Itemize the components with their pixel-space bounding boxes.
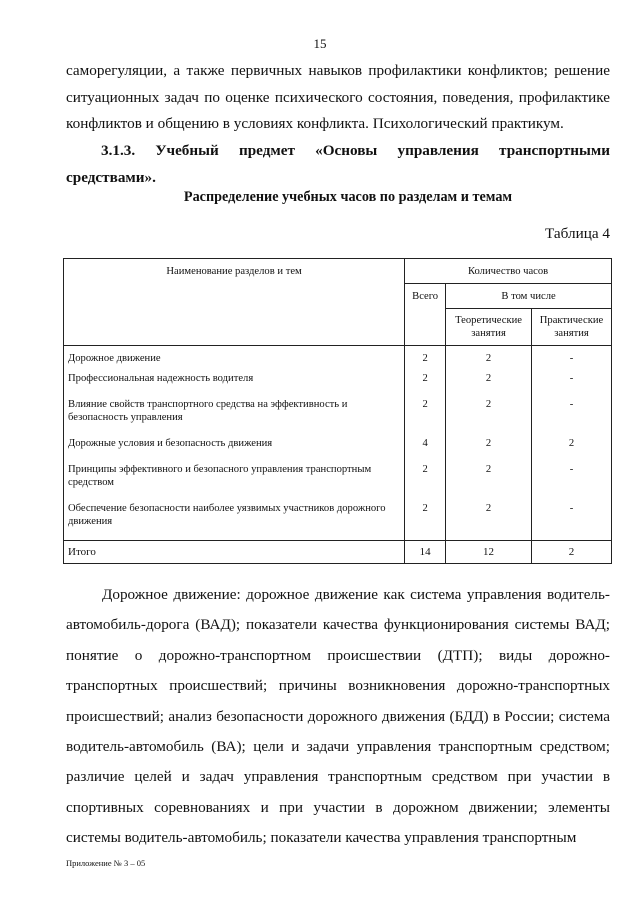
header-including: В том числе	[446, 284, 612, 309]
table-row	[64, 372, 612, 398]
table-row	[64, 346, 612, 372]
row-theory: 2	[446, 346, 532, 372]
row-total: 4	[405, 437, 446, 463]
section-word: предмет	[238, 142, 295, 159]
table-row	[64, 437, 612, 463]
body-paragraph: Дорожное движение: дорожное движение как система управления водитель-автомобиль-дорога (ВАД); показатели качества функционирования системы ВАД; понятие о дорожно-транспортном происшествии (ДТП); виды дорожно-транспортных происшествий; причины возникновения дорожно-транспортных происшествий; анализ безопасности дорожного движения (БДД) в России; система водитель-автомобиль (ВА); цели и задачи управления транспортным средством; различие целей и задач управления транспортным средством при участии в спортивных соревнованиях и при участии в дорожном движении; элементы системы водитель-автомобиль; показатели качества управления транспортным	[66, 586, 610, 847]
row-practice: -	[532, 463, 612, 502]
row-name: Дорожное движение	[64, 346, 405, 372]
totals-name: Итого	[64, 541, 405, 564]
totals-total: 14	[405, 541, 446, 564]
row-total: 2	[405, 372, 446, 398]
section-word: управления	[397, 142, 479, 159]
totals-theory: 12	[446, 541, 532, 564]
row-total: 2	[405, 502, 446, 541]
section-word: Учебный	[155, 142, 219, 159]
table-label: Таблица 4	[545, 225, 610, 242]
table-row	[64, 502, 612, 541]
row-total: 2	[405, 346, 446, 372]
row-theory: 2	[446, 463, 532, 502]
row-practice: -	[532, 372, 612, 398]
totals-practice: 2	[532, 541, 612, 564]
section-word: «Основы	[315, 142, 378, 159]
section-heading	[66, 138, 610, 191]
intro-paragraph: саморегуляции, а также первичных навыков профилактики конфликтов; решение ситуационных задач по оценке психического состояния, поведения, профилактике конфликтов и общению в условиях конфликта. Психологический практикум.	[66, 62, 610, 132]
row-name: Профессиональная надежность водителя	[64, 372, 405, 398]
row-total: 2	[405, 398, 446, 437]
row-theory: 2	[446, 437, 532, 463]
row-name: Обеспечение безопасности наиболее уязвимых участников дорожного движения	[64, 502, 405, 541]
header-total: Всего	[405, 284, 446, 346]
row-theory: 2	[446, 398, 532, 437]
page-number: 15	[313, 36, 327, 51]
body-text	[66, 580, 610, 854]
footer-note: Приложение № 3 – 05	[66, 858, 146, 868]
row-theory: 2	[446, 372, 532, 398]
row-practice: 2	[532, 437, 612, 463]
row-practice: -	[532, 346, 612, 372]
header-practice: Практические занятия	[532, 309, 612, 346]
hours-table	[63, 258, 612, 564]
row-total: 2	[405, 463, 446, 502]
totals-row	[64, 541, 612, 564]
row-practice: -	[532, 502, 612, 541]
section-word-last: средствами».	[66, 168, 156, 186]
table-row	[64, 463, 612, 502]
header-theory: Теоретические занятия	[446, 309, 532, 346]
row-name: Принципы эффективного и безопасного управления транспортным средством	[64, 463, 405, 502]
table-row	[64, 398, 612, 437]
row-name: Влияние свойств транспортного средства на эффективность и безопасность управления	[64, 398, 405, 437]
section-number: 3.1.3.	[101, 142, 136, 159]
section-word: транспортными	[499, 142, 610, 159]
header-hours: Количество часов	[405, 259, 612, 284]
row-theory: 2	[446, 502, 532, 541]
row-practice: -	[532, 398, 612, 437]
row-name: Дорожные условия и безопасность движения	[64, 437, 405, 463]
header-section-name: Наименование разделов и тем	[64, 259, 405, 346]
distribution-title: Распределение учебных часов по разделам и темам	[183, 189, 513, 205]
